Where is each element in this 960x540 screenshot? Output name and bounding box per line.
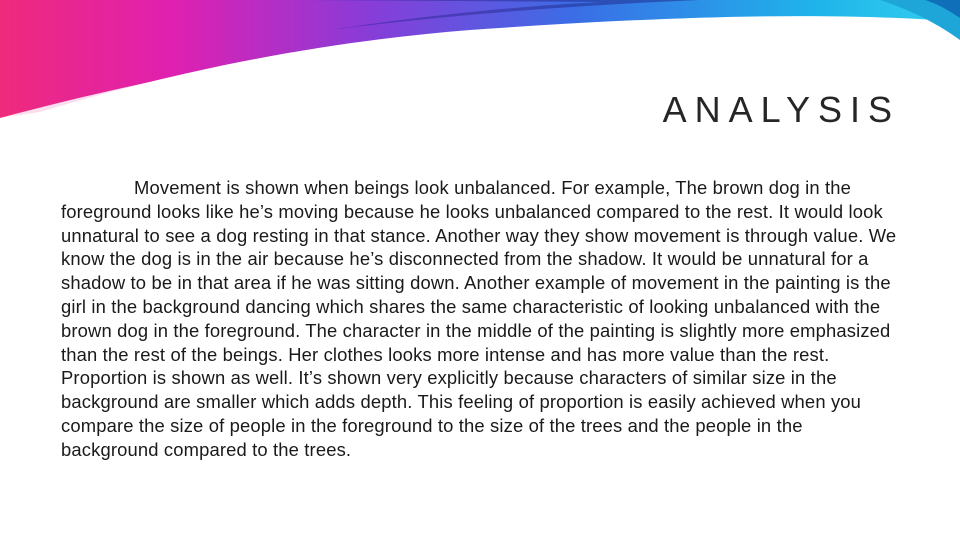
body-paragraph: Movement is shown when beings look unbalanced. For example, The brown dog in the foreground looks like he’s moving because he looks unbalanced compared to the rest. It would look unnatural to see a dog resting in that stance. Another way they show movement is through value. We know the dog is in the air because he’s disconnected from the shadow. It would be unnatural for a shadow to be in that area if he was sitting down. Another example of movement in the painting is the girl in the background dancing which shares the same characteristic of looking unbalanced with the brown dog in the foreground. The character in the middle of the painting is slightly more emphasized than the rest of the beings. Her clothes looks more intense and has more value than the rest. Proportion is shown as well. It’s shown very explicitly because characters of similar size in the background are smaller which adds depth. This feeling of proportion is easily achieved when you compare the size of people in the foreground to the size of the trees and the people in the background compared to the trees.	[61, 177, 897, 460]
slide-title: ANALYSIS	[662, 89, 900, 130]
